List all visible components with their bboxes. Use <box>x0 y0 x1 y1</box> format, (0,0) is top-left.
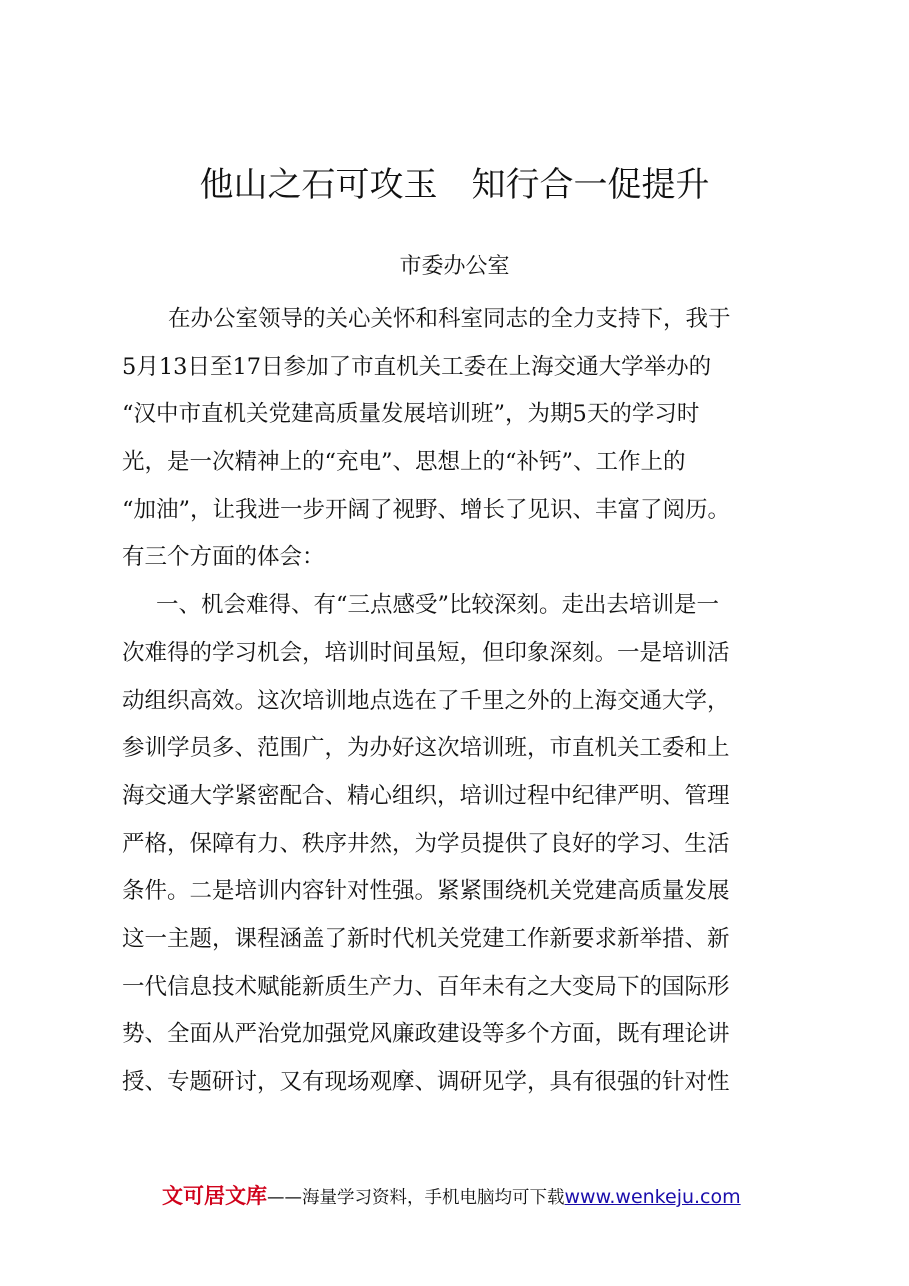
title-part-2: 知行合一促提升 <box>471 165 710 205</box>
body-line: 参训学员多、范围广，为办好这次培训班，市直机关工委和上 <box>122 735 730 762</box>
title-part-1: 他山之石可攻玉 <box>199 165 438 205</box>
body-line: 有三个方面的体会： <box>122 544 325 571</box>
body-line: 这一主题，课程涵盖了新时代机关党建工作新要求新举措、新 <box>122 925 730 952</box>
footer-link[interactable]: www.wenkeju.com <box>564 1186 741 1208</box>
body-line: 授、专题研讨，又有现场观摩、调研见学，具有很强的针对性 <box>122 1069 730 1095</box>
body-line: 光，是一次精神上的“充电”、思想上的“补钙”、工作上的 <box>122 449 686 476</box>
body-line: 条件。二是培训内容针对性强。紧紧围绕机关党建高质量发展 <box>122 878 730 905</box>
body-line: 一、机会难得、有“三点感受”比较深刻。走出去培训是一 <box>156 592 720 619</box>
footer-watermark <box>162 1181 802 1213</box>
footer-slogan: ——海量学习资料，手机电脑均可下载 <box>267 1188 565 1208</box>
body-line: “汉中市直机关党建高质量发展培训班”，为期5天的学习时 <box>122 401 700 428</box>
body-line: “加油”，让我进一步开阔了视野、增长了见识、丰富了阅历。 <box>122 496 731 523</box>
body-line: 海交通大学紧密配合、精心组织，培训过程中纪律严明、管理 <box>122 782 730 809</box>
body-line: 5月13日至17日参加了市直机关工委在上海交通大学举办的 <box>122 353 712 380</box>
body-line: 严格，保障有力、秩序井然，为学员提供了良好的学习、生活 <box>122 830 730 857</box>
body-line: 在办公室领导的关心关怀和科室同志的全力支持下，我于 <box>168 306 731 332</box>
author-department: 市委办公室 <box>399 254 510 279</box>
body-line: 动组织高效。这次培训地点选在了千里之外的上海交通大学， <box>122 687 730 714</box>
body-line: 势、全面从严治党加强党风廉政建设等多个方面，既有理论讲 <box>122 1021 730 1048</box>
body-line: 一代信息技术赋能新质生产力、百年未有之大变局下的国际形 <box>122 973 730 1000</box>
document-title <box>0 163 909 207</box>
body-line: 次难得的学习机会，培训时间虽短，但印象深刻。一是培训活 <box>122 639 730 666</box>
footer-brand: 文可居文库 <box>162 1184 267 1208</box>
body-text <box>122 296 790 1107</box>
